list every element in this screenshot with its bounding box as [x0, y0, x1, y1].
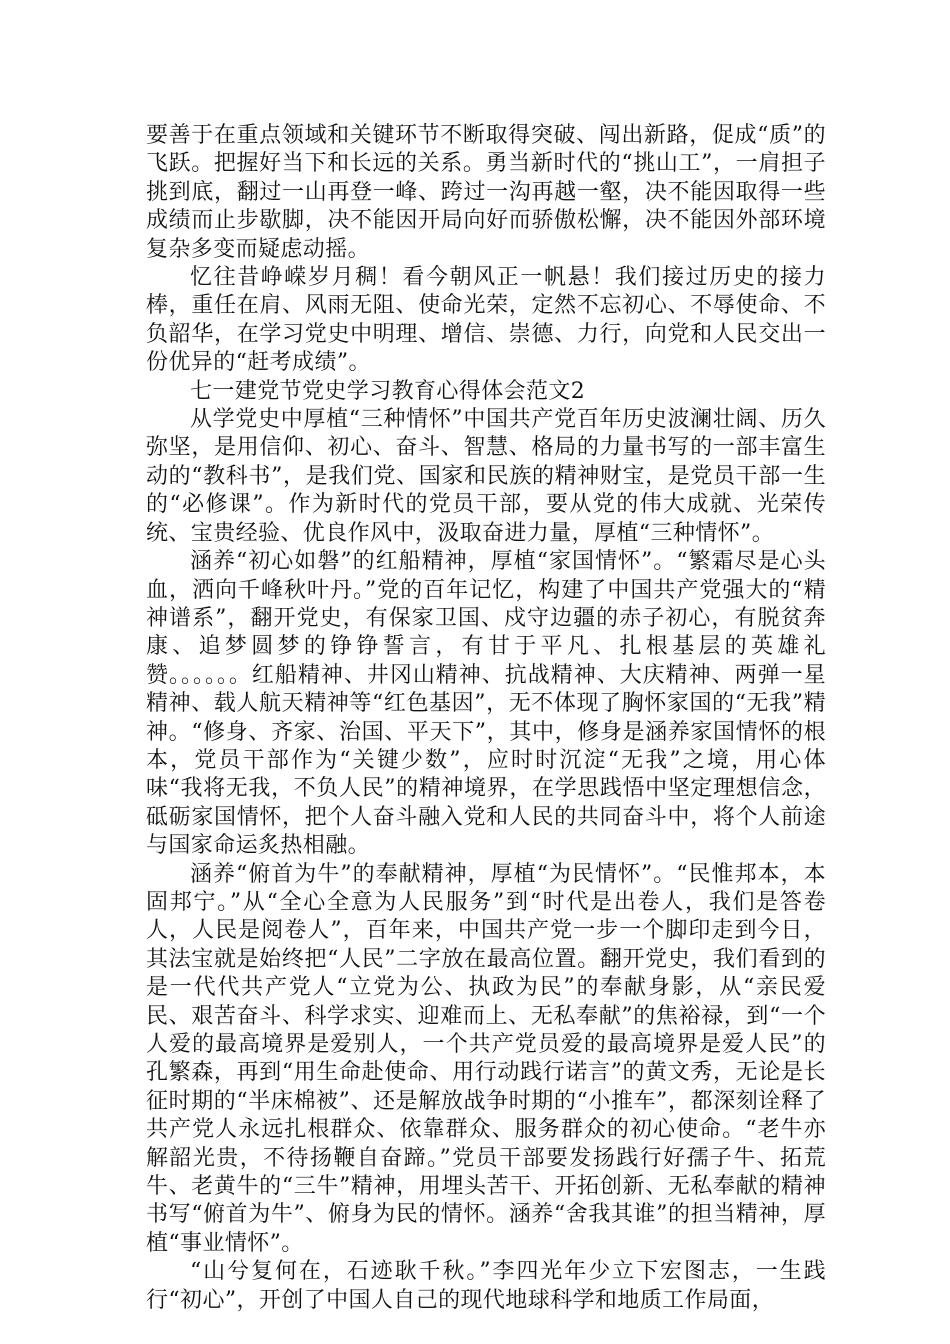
paragraph-li-siguang: “山兮复何在，石迹耿千秋。”李四光年少立下宏图志，一生践行“初心”，开创了中国人自己的现代地球科学和地质工作局面， [146, 1259, 826, 1313]
section-heading: 七一建党节党史学习教育心得体会范文2 [190, 378, 586, 404]
paragraph-continuation: 要善于在重点领域和关键环节不断取得突破、闯出新路，促成“质”的飞跃。把握好当下和长远的关系。勇当新时代的“挑山工”，一肩担子挑到底，翻过一山再登一峰、跨过一沟再越一壑，决不能因取得一些成绩而止步歇脚，决不能因开局向好而骄傲松懈，决不能因外部环境复杂多变而疑虑动摇。 [146, 123, 826, 262]
document-body [146, 122, 826, 1315]
paragraph-three-feelings: 从学党史中厚植“三种情怀”中国共产党百年历史波澜壮阔、历久弥坚，是用信仰、初心、奋斗、智慧、格局的力量书写的一部丰富生动的“教科书”，是我们党、国家和民族的精神财宝，是党员干部一生的“必修课”。作为新时代的党员干部，要从党的伟大成就、光荣传统、宝贵经验、优良作风中，汲取奋进力量，厚植“三种情怀”。 [146, 407, 826, 546]
paragraph-for-people: 涵养“俯首为牛”的奉献精神，厚植“为民情怀”。“民惟邦本，本固邦宁。”从“全心全意为人民服务”到“时代是出卷人，我们是答卷人，人民是阅卷人”，百年来，中国共产党一步一个脚印走到今日，其法宝就是始终把“人民”二字放在最高位置。翻开党史，我们看到的是一代代共产党人“立党为公、执政为民”的奉献身影，从“亲民爱民、艰苦奋斗、科学求实、迎难而上、无私奉献”的焦裕禄，到“一个人爱的最高境界是爱别人，一个共产党员爱的最高境界是爱人民”的孔繁森，再到“用生命赴使命、用行动践行诺言”的黄文秀，无论是长征时期的“半床棉被”、还是解放战争时期的“小推车”，都深刻诠释了共产党人永远扎根群众、依靠群众、服务群众的初心使命。“老牛亦解韶光贵，不待扬鞭自奋蹄。”党员干部要发扬践行好孺子牛、拓荒牛、老黄牛的“三牛”精神，用埋头苦干、开拓创新、无私奉献的精神书写“俯首为牛”、俯身为民的情怀。涵养“舍我其谁”的担当精神，厚植“事业情怀”。 [146, 861, 826, 1256]
paragraph-family-country: 涵养“初心如磐”的红船精神，厚植“家国情怀”。“繁霜尽是心头血，洒向千峰秋叶丹。”党的百年记忆，构建了中国共产党强大的“精神谱系”，翻开党史，有保家卫国、戍守边疆的赤子初心，有脱贫奔康、追梦圆梦的铮铮誓言，有甘于平凡、扎根基层的英雄礼赞。。。。。。红船精神、井冈山精神、抗战精神、大庆精神、两弹一星精神、载人航天精神等“红色基因”，无不体现了胸怀家国的“无我”精神。“修身、齐家、治国、平天下”，其中，修身是涵养家国情怀的根本，党员干部作为“关键少数”，应时时沉淀“无我”之境，用心体味“我将无我，不负人民”的精神境界，在学思践悟中坚定理想信念，砥砺家国情怀，把个人奋斗融入党和人民的共同奋斗中，将个人前途与国家命运炙热相融。 [146, 549, 826, 859]
paragraph-recall: 忆往昔峥嵘岁月稠！看今朝风正一帆悬！我们接过历史的接力棒，重任在肩、风雨无阻、使命光荣，定然不忘初心、不辱使命、不负韶华，在学习党史中明理、增信、崇德、力行，向党和人民交出一份优异的“赶考成绩”。 [146, 265, 826, 376]
